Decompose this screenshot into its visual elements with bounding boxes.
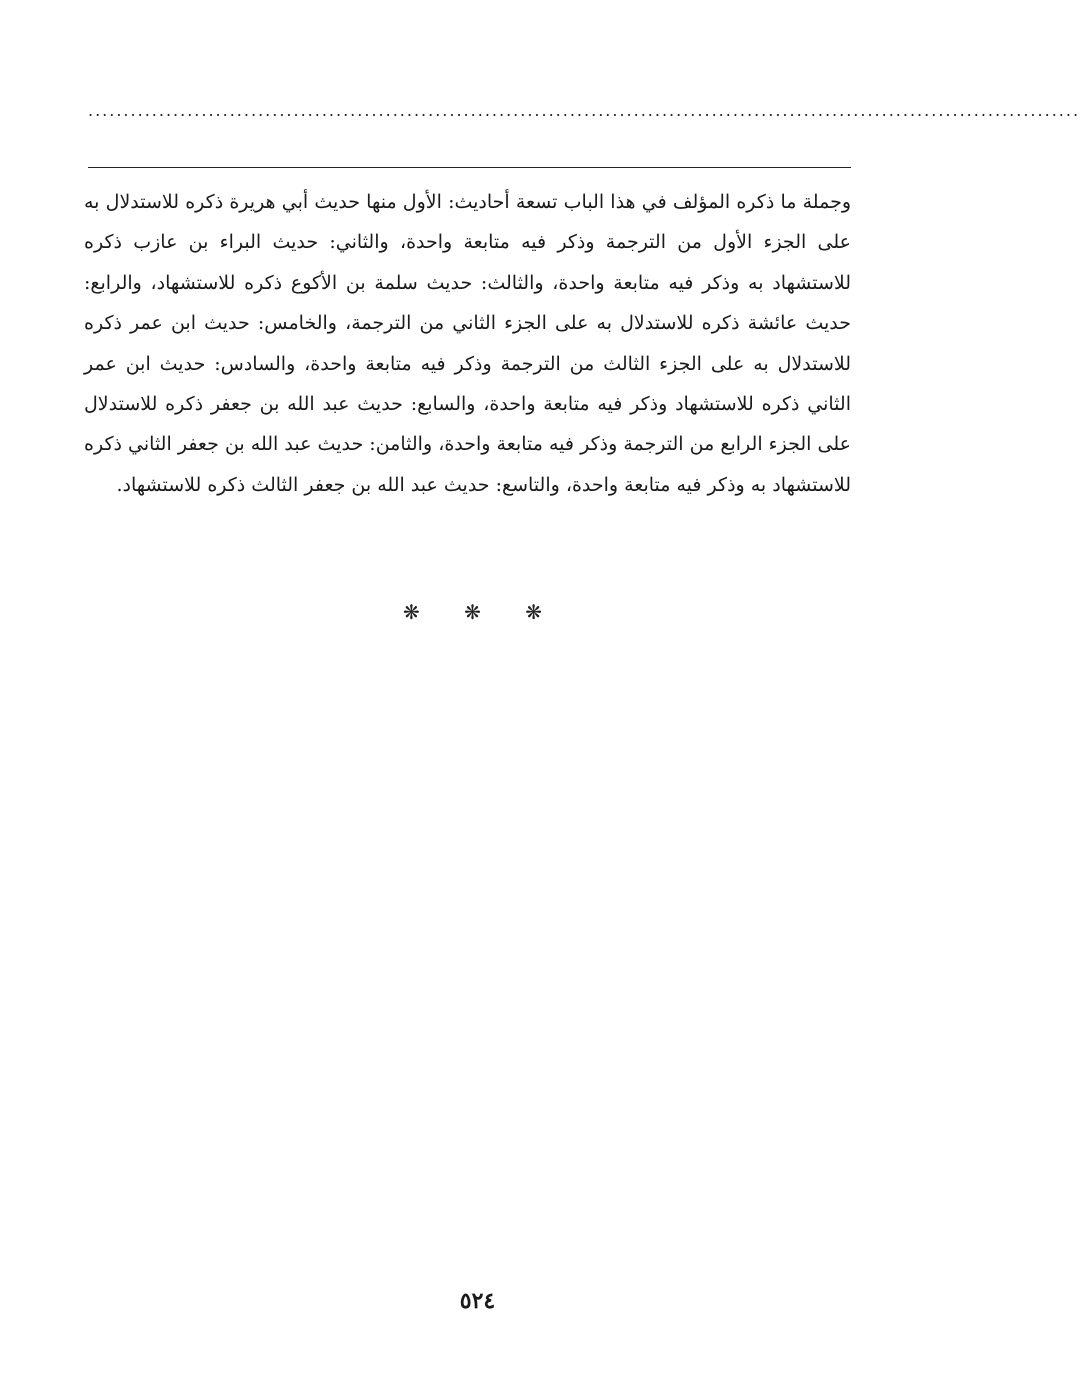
horizontal-rule [88,167,851,168]
star-ornament-icon: ❋ [402,600,430,624]
star-ornament-icon: ❋ [464,600,491,624]
star-ornament-icon: ❋ [525,600,552,624]
section-separator [0,600,955,624]
page-number: ٥٢٤ [459,1288,496,1314]
body-paragraph: وجملة ما ذكره المؤلف في هذا الباب تسعة أحاديث: الأول منها حديث أبي هريرة ذكره للاستدلال به على الجزء الأول من الترجمة وذكر فيه متابعة واحدة، والثاني: حديث البراء بن عازب ذكره للاستشهاد به وذكر فيه متابعة واحدة، والثالث: حديث سلمة بن الأكوع ذكره للاستشهاد، والرابع: حديث عائشة ذكره للاستدلال به على الجزء الثاني من الترجمة، والخامس: حديث ابن عمر ذكره للاستدلال به على الجزء الثالث من الترجمة وذكر فيه متابعة واحدة، والسادس: حديث ابن عمر الثاني ذكره للاستشهاد وذكر فيه متابعة واحدة، والسابع: حديث عبد الله بن جعفر ذكره للاستدلال على الجزء الرابع من الترجمة وذكر فيه متابعة واحدة، والثامن: حديث عبد الله بن جعفر الثاني ذكره للاستشهاد به وذكر فيه متابعة واحدة، والتاسع: حديث عبد الله بن جعفر الثالث ذكره للاستشهاد. [84,191,851,496]
dotted-rule: ............................................................................................................................................ [88,101,1080,120]
